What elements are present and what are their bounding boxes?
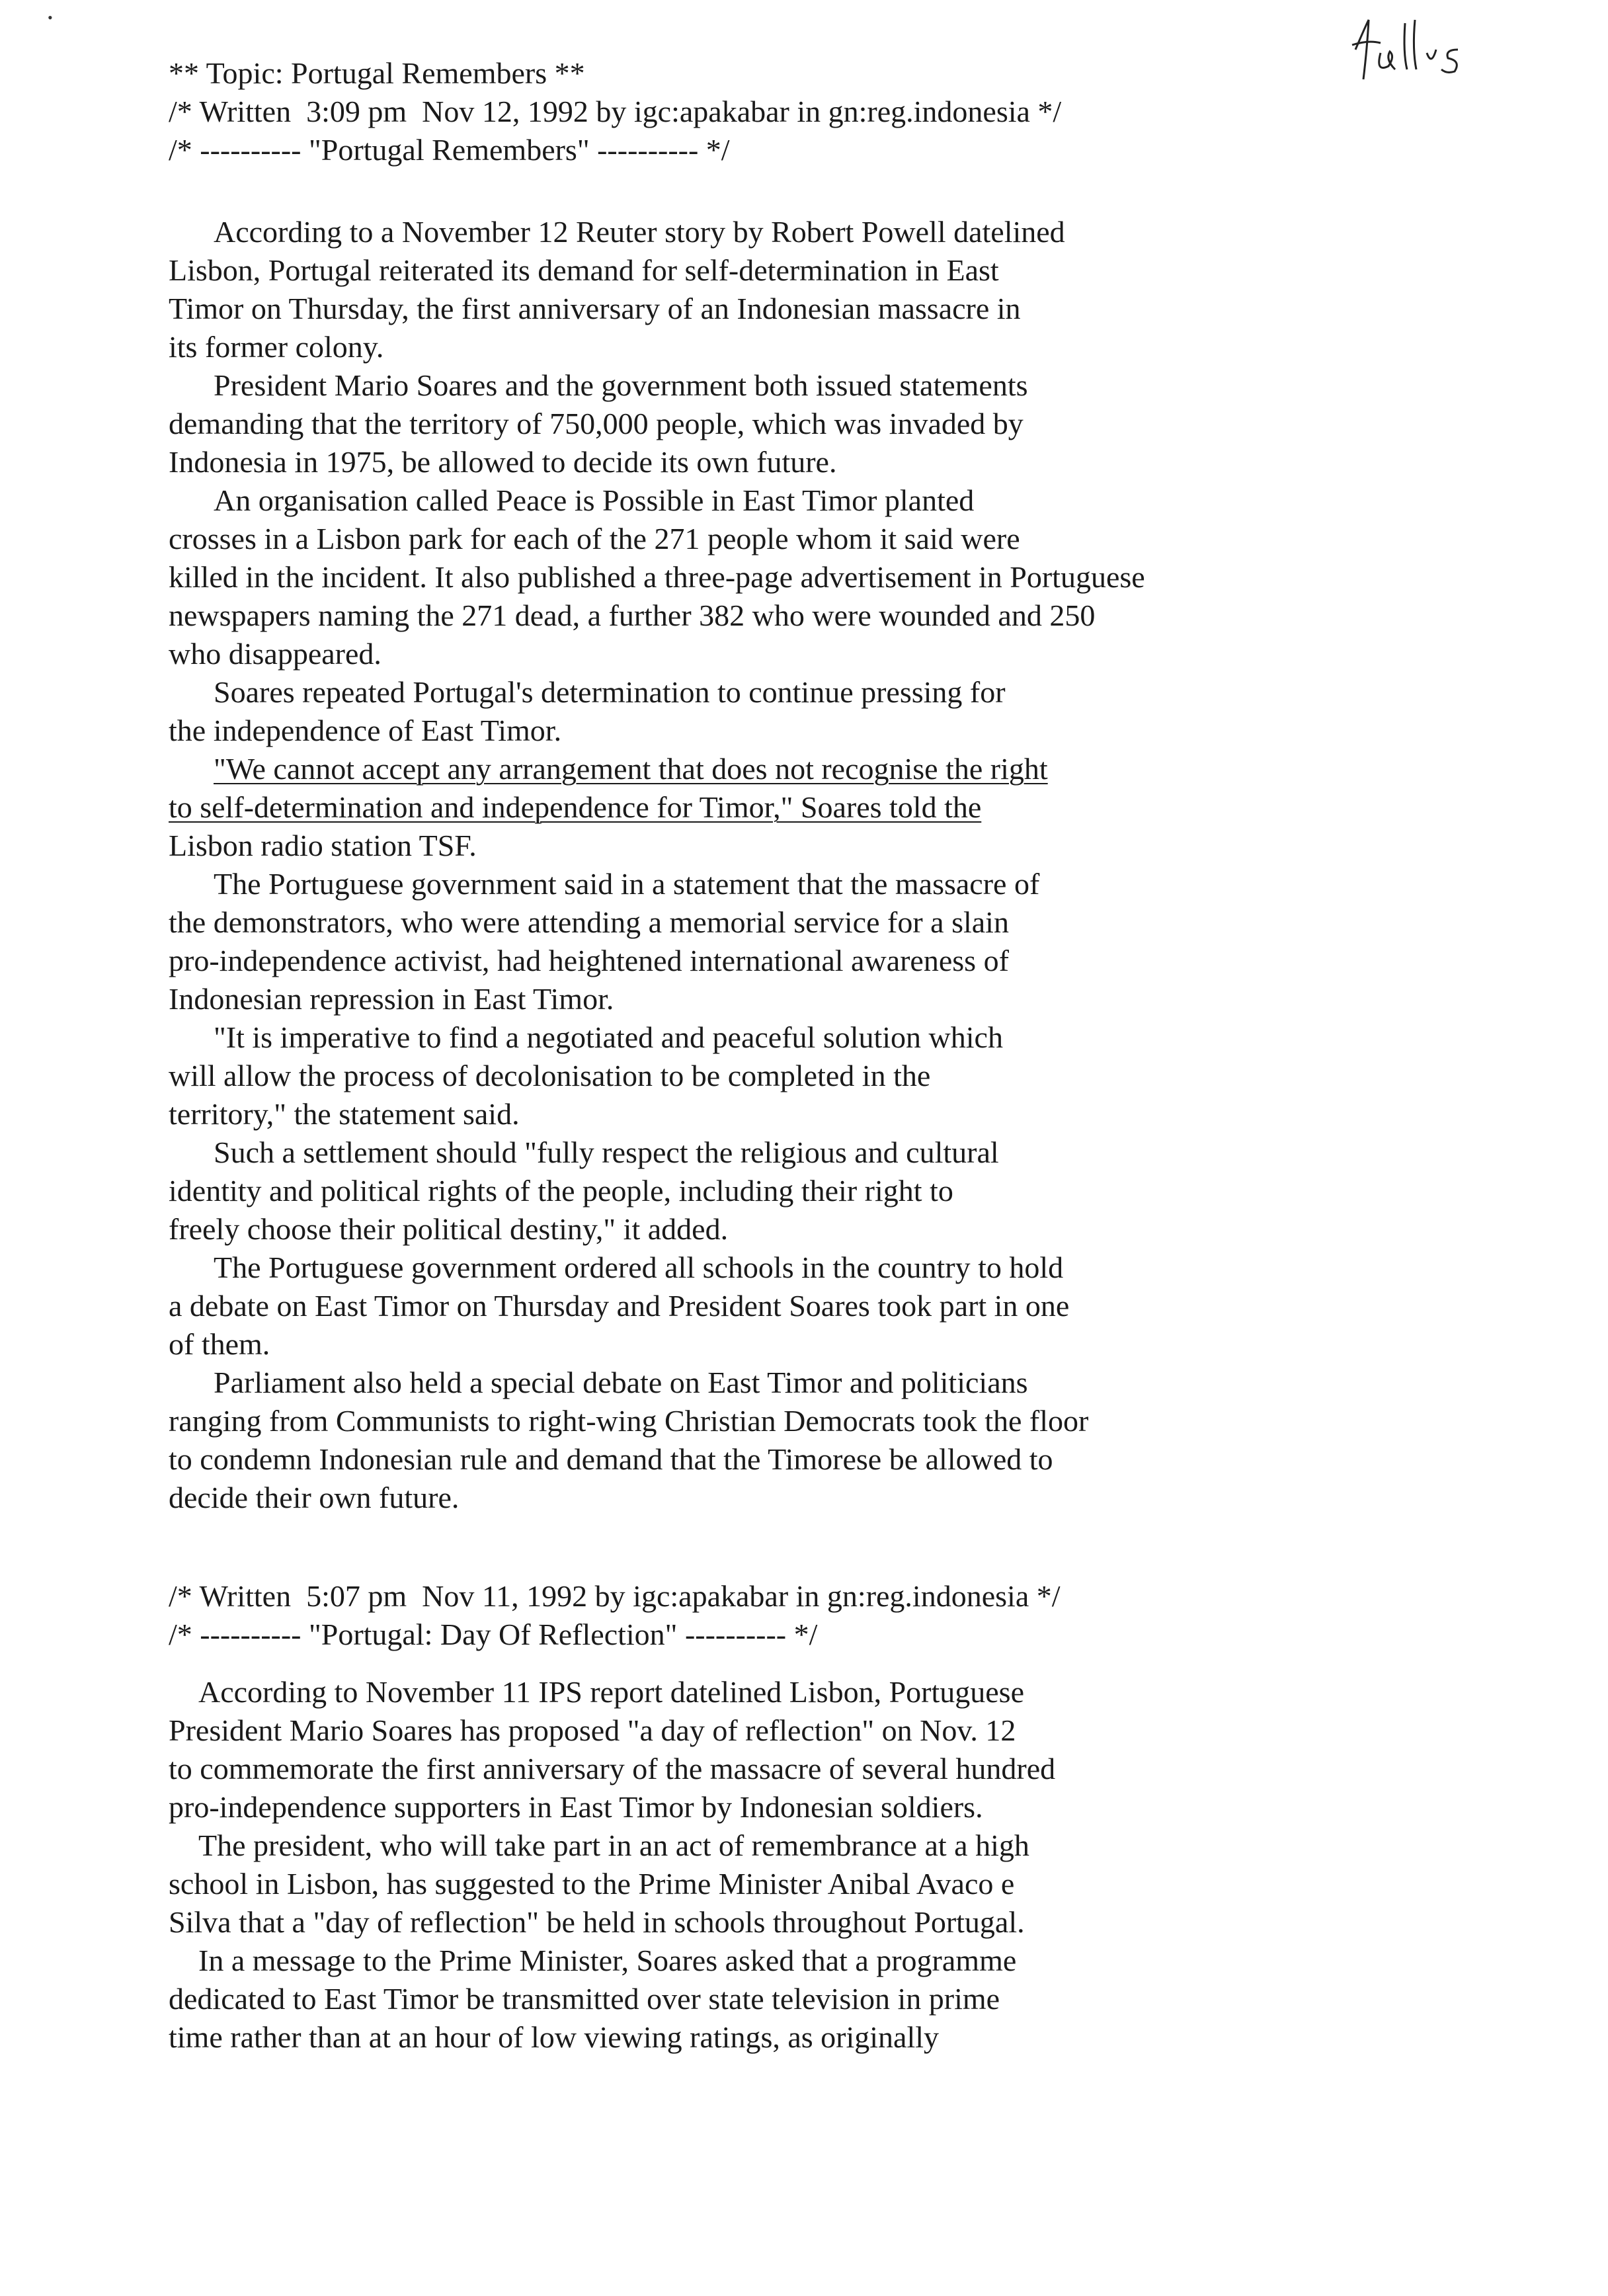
text-line: Silva that a "day of reflection" be held in schools throughout Portugal.	[169, 1905, 1025, 1939]
text-line: crosses in a Lisbon park for each of the 271 people whom it said were	[169, 522, 1020, 555]
paragraph	[169, 1673, 1425, 1826]
text-line: the demonstrators, who were attending a memorial service for a slain	[169, 905, 1009, 939]
text-line: Timor on Thursday, the first anniversary of an Indonesian massacre in	[169, 292, 1021, 325]
paragraph-quote	[169, 750, 1425, 865]
scan-speck: •	[48, 9, 53, 26]
text-line: its former colony.	[169, 330, 384, 364]
text-line: of them.	[169, 1327, 270, 1361]
second-article-header	[169, 1577, 1425, 1654]
text-line: "It is imperative to find a negotiated and peaceful solution which	[214, 1020, 1003, 1054]
text-line: dedicated to East Timor be transmitted over state television in prime	[169, 1982, 1000, 2016]
paragraph	[169, 673, 1425, 750]
text-line: a debate on East Timor on Thursday and President Soares took part in one	[169, 1289, 1070, 1323]
written-line: /* Written 5:07 pm Nov 11, 1992 by igc:apakabar in gn:reg.indonesia */	[169, 1579, 1061, 1613]
text-line: demanding that the territory of 750,000 people, which was invaded by	[169, 407, 1024, 440]
paragraph	[169, 865, 1425, 1018]
paragraph	[169, 481, 1425, 673]
text-line: pro-independence supporters in East Timor by Indonesian soldiers.	[169, 1790, 983, 1824]
text-line: Soares repeated Portugal's determination to continue pressing for	[214, 675, 1006, 709]
text-line: school in Lisbon, has suggested to the Prime Minister Anibal Avaco e	[169, 1867, 1015, 1901]
written-line: /* Written 3:09 pm Nov 12, 1992 by igc:apakabar in gn:reg.indonesia */	[169, 95, 1062, 128]
text-line: In a message to the Prime Minister, Soares asked that a programme	[198, 1944, 1017, 1977]
underlined-quote-line: "We cannot accept any arrangement that does not recognise the right	[214, 752, 1048, 786]
topic-header	[169, 54, 1491, 169]
paragraph	[169, 1364, 1425, 1517]
paragraph	[169, 1133, 1425, 1249]
text-line: According to November 11 IPS report datelined Lisbon, Portuguese	[198, 1675, 1024, 1709]
article-portugal-remembers	[169, 213, 1425, 1517]
text-line: President Mario Soares has proposed "a day of reflection" on Nov. 12	[169, 1713, 1016, 1747]
text-line: killed in the incident. It also published a three-page advertisement in Portuguese	[169, 560, 1145, 594]
article-day-of-reflection	[169, 1673, 1425, 2057]
paragraph	[169, 1018, 1425, 1133]
text-line: who disappeared.	[169, 637, 382, 671]
text-line: Such a settlement should "fully respect the religious and cultural	[214, 1135, 999, 1169]
text-line: newspapers naming the 271 dead, a further 382 who were wounded and 250	[169, 598, 1096, 632]
text-line: territory," the statement said.	[169, 1097, 520, 1131]
topic-line: ** Topic: Portugal Remembers **	[169, 56, 585, 90]
text-line: President Mario Soares and the government both issued statements	[214, 368, 1028, 402]
text-line: The Portuguese government said in a statement that the massacre of	[214, 867, 1040, 901]
text-line: pro-independence activist, had heightened international awareness of	[169, 944, 1009, 977]
text-line: ranging from Communists to right-wing Christian Democrats took the floor	[169, 1404, 1089, 1438]
text-line: will allow the process of decolonisation to be completed in the	[169, 1059, 931, 1092]
article-title-line: /* ---------- "Portugal: Day Of Reflection" ---------- */	[169, 1618, 818, 1651]
text-line: An organisation called Peace is Possible in East Timor planted	[214, 483, 975, 517]
paragraph	[169, 1249, 1425, 1364]
text-line: Lisbon radio station TSF.	[169, 829, 477, 862]
text-line: to commemorate the first anniversary of the massacre of several hundred	[169, 1752, 1056, 1785]
article-title-line: /* ---------- "Portugal Remembers" ---------- */	[169, 133, 730, 167]
text-line: time rather than at an hour of low viewing ratings, as originally	[169, 2020, 940, 2054]
text-line: decide their own future.	[169, 1481, 460, 1514]
text-line: Indonesian repression in East Timor.	[169, 982, 614, 1016]
text-line: The Portuguese government ordered all schools in the country to hold	[214, 1250, 1064, 1284]
text-line: The president, who will take part in an act of remembrance at a high	[198, 1828, 1029, 1862]
text-line: According to a November 12 Reuter story by Robert Powell datelined	[214, 215, 1065, 249]
text-line: the independence of East Timor.	[169, 714, 562, 747]
text-line: Parliament also held a special debate on East Timor and politicians	[214, 1366, 1028, 1399]
paragraph	[169, 213, 1425, 366]
text-line: identity and political rights of the people, including their right to	[169, 1174, 953, 1208]
text-line: freely choose their political destiny," it added.	[169, 1212, 729, 1246]
text-line: Indonesia in 1975, be allowed to decide its own future.	[169, 445, 837, 479]
paragraph	[169, 1826, 1425, 1942]
paragraph	[169, 366, 1425, 481]
paragraph	[169, 1942, 1425, 2057]
text-line: to condemn Indonesian rule and demand that the Timorese be allowed to	[169, 1442, 1053, 1476]
text-line: Lisbon, Portugal reiterated its demand for self-determination in East	[169, 253, 999, 287]
underlined-quote-line: to self-determination and independence for Timor," Soares told the	[169, 790, 982, 824]
